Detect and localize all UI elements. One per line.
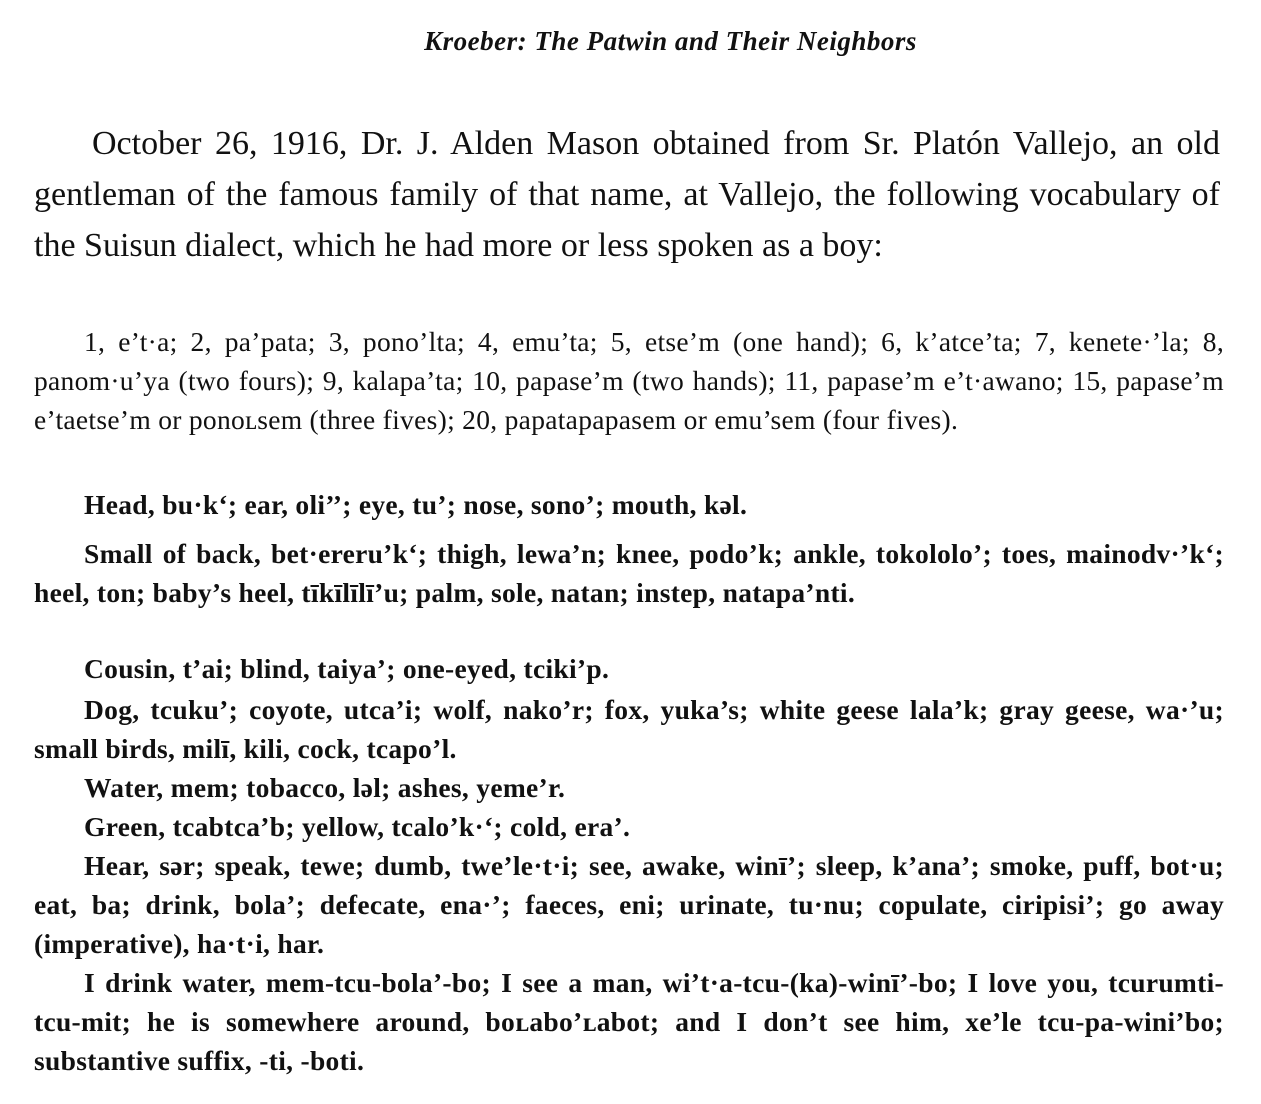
vocab-animals: Dog, tcuku’; coyote, utca’i; wolf, nako’r; fox, yuka’s; white geese lala’k; gray geese, wa·’u; small birds, milī, kili, cock, tcapo’l. bbox=[34, 694, 1224, 764]
vocab-head: Head, bu·k‘; ear, oli’’; eye, tu’; nose, sono’; mouth, kəl. bbox=[84, 489, 748, 520]
intro-paragraph: October 26, 1916, Dr. J. Alden Mason obtained from Sr. Platón Vallejo, an old gentleman of the famous family of that name, at Vallejo, the following vocabulary of the Suisun dialect, which he had more or less spoken as a boy: bbox=[34, 125, 1220, 264]
vocab-numerals: 1, e’t·a; 2, pa’pata; 3, pono’lta; 4, emu’ta; 5, etse’m (one hand); 6, k’atce’ta; 7, kenete·’la; 8, panom·u’ya (two fours); 9, kalapa’ta; 10, papase’m (two hands); 11, papase’m e’t·awano; 15, papase’m e’taetse’m or ponoʟsem (three fives); 20, papatapapasem or emu’sem (four fives). bbox=[34, 326, 1224, 435]
vocab-verbs: Hear, sər; speak, tewe; dumb, twe’le·t·i; see, awake, winī’; sleep, k’ana’; smoke, puff, bot·u; eat, ba; drink, bola’; defecate, ena·’; faeces, eni; urinate, tu·nu; copulate, ciripisi’; go away (imperative), ha·t·i, har. bbox=[34, 850, 1224, 959]
vocab-nature: Water, mem; tobacco, ləl; ashes, yeme’r. bbox=[84, 772, 566, 803]
vocab-body: Small of back, bet·ereru’k‘; thigh, lewa’n; knee, podo’k; ankle, tokololo’; toes, mainodv·’k‘; heel, ton; baby’s heel, tīkīlīlī’u; palm, sole, natan; instep, natapa’nti. bbox=[34, 538, 1224, 608]
vocab-colors: Green, tcabtca’b; yellow, tcalo’k·‘; cold, era’. bbox=[84, 811, 631, 842]
vocab-kin: Cousin, t’ai; blind, taiya’; one-eyed, tciki’p. bbox=[84, 653, 610, 684]
vocab-phrases: I drink water, mem-tcu-bola’-bo; I see a man, wi’t·a-tcu-(ka)-winī’-bo; I love you, tcurumti-tcu-mit; he is somewhere around, boʟabo’ʟabot; and I don’t see him, xe’le tcu-pa-wini’bo; substantive suffix, -ti, -boti. bbox=[34, 967, 1224, 1076]
running-head: Kroeber: The Patwin and Their Neighbors bbox=[424, 26, 917, 56]
